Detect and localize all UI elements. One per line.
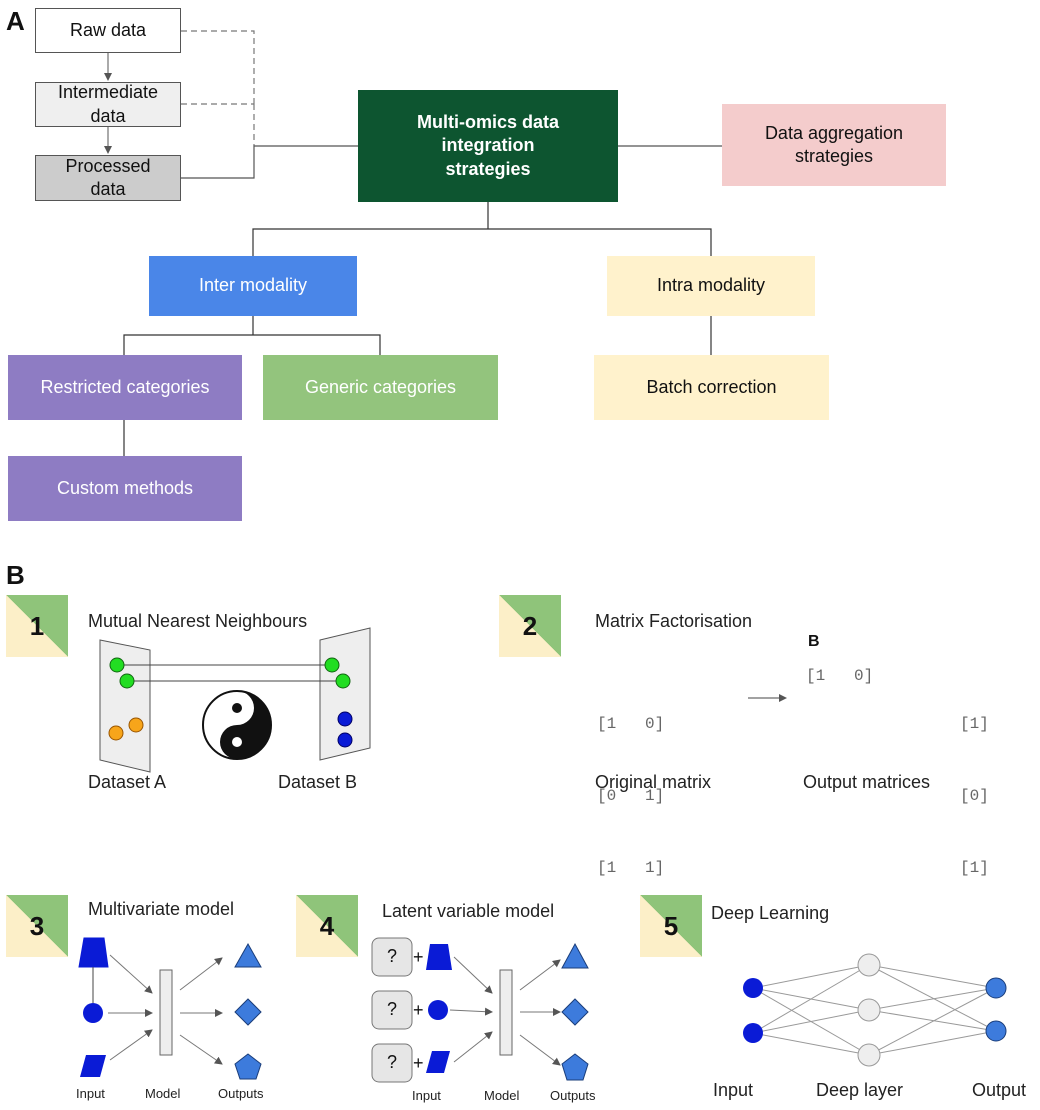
latent-arrow-out-3 [520, 1035, 560, 1065]
green-point-b2 [336, 674, 350, 688]
data-aggregation-box: Data aggregation strategies [722, 104, 946, 186]
method-badge-4 [296, 895, 358, 957]
latent-arrow-in-1 [454, 957, 492, 993]
multivariate-title: Multivariate model [88, 899, 235, 919]
latent-model-bar [500, 970, 512, 1055]
generic-categories-box: Generic categories [263, 355, 498, 420]
arrow-out-1 [180, 958, 222, 990]
central-split-connector [253, 202, 711, 256]
dashed-connector-raw [181, 31, 254, 104]
hidden-node [858, 954, 880, 976]
deep-layer-label: Deep layer [816, 1080, 904, 1100]
outputs-label: Outputs [218, 1086, 264, 1101]
model-label: Model [145, 1086, 181, 1101]
custom-methods-box: Custom methods [8, 456, 242, 521]
latent-output-triangle-icon [562, 944, 588, 968]
panel-a-label: A [6, 6, 25, 36]
latent-variable-label: ? [386, 946, 397, 966]
latent-input-parallelogram-icon [426, 1051, 450, 1073]
method-number: 3 [29, 911, 45, 941]
method-badge-5 [640, 895, 702, 957]
input-label: Input [412, 1088, 441, 1103]
yin-yang-icon [203, 691, 271, 759]
deep-learning-title: Deep Learning [711, 903, 830, 923]
matrix-row: [1] [960, 715, 989, 733]
orange-point-2 [129, 718, 143, 732]
method-badge-3 [6, 895, 68, 957]
model-label: Model [484, 1088, 520, 1103]
latent-title: Latent variable model [382, 901, 555, 921]
latent-input-circle-icon [428, 1000, 448, 1020]
input-trapezoid-icon [79, 938, 108, 967]
input-parallelogram-icon [80, 1055, 106, 1077]
original-matrix-label: Original matrix [595, 772, 712, 792]
output-pentagon-icon [235, 1054, 261, 1079]
central-strategies-box: Multi-omics data integration strategies [358, 90, 618, 202]
plus-sign: + [413, 947, 424, 967]
output-node [986, 978, 1006, 998]
input-node [743, 978, 763, 998]
latent-output-pentagon-icon [562, 1054, 588, 1080]
output-triangle-icon [235, 944, 261, 967]
blue-point-b1 [338, 712, 352, 726]
plus-sign: + [413, 1000, 424, 1020]
model-bar [160, 970, 172, 1055]
panel-b-label: B [6, 560, 25, 590]
method-number: 4 [319, 911, 335, 941]
processed-data-box: Processed data [35, 155, 181, 201]
blue-point-b2 [338, 733, 352, 747]
arrow-in-1 [110, 955, 152, 993]
dataset-a-plane [100, 640, 150, 772]
green-point-a1 [110, 658, 124, 672]
inter-modality-box: Inter modality [149, 256, 357, 316]
matrix-b-label: B [808, 633, 820, 650]
latent-variable-label: ? [386, 999, 397, 1019]
green-point-b1 [325, 658, 339, 672]
arrow-in-3 [110, 1030, 152, 1060]
green-point-a2 [120, 674, 134, 688]
method-number: 2 [522, 611, 538, 641]
arrow-out-3 [180, 1035, 222, 1064]
output-column-matrix [960, 664, 989, 904]
intermediate-data-box: Intermediate data [35, 82, 181, 127]
matrix-b-row: [1 0] [806, 667, 874, 685]
orange-point-1 [109, 726, 123, 740]
hidden-node [858, 999, 880, 1021]
inter-split-connector [124, 316, 380, 355]
method-number: 5 [663, 911, 679, 941]
input-node [743, 1023, 763, 1043]
dataset-b-label: Dataset B [278, 772, 358, 792]
deep-input-label: Input [713, 1080, 754, 1100]
matrix-row: [0 1] [597, 787, 665, 805]
latent-input-trapezoid-icon [426, 944, 452, 970]
intra-modality-box: Intra modality [607, 256, 815, 316]
latent-arrow-in-3 [454, 1032, 492, 1062]
output-diamond-icon [235, 999, 261, 1025]
outputs-label: Outputs [550, 1088, 596, 1103]
mnn-title: Mutual Nearest Neighbours [88, 611, 308, 631]
latent-output-diamond-icon [562, 999, 588, 1025]
latent-variable-label: ? [386, 1052, 397, 1072]
matrix-row: [0] [960, 787, 989, 805]
matrix-row: [1 1] [597, 859, 665, 877]
hidden-node [858, 1044, 880, 1066]
input-circle-icon [83, 1003, 103, 1023]
method-badge-1 [6, 595, 68, 657]
input-label: Input [76, 1086, 105, 1101]
mf-title: Matrix Factorisation [595, 611, 753, 631]
raw-data-box: Raw data [35, 8, 181, 53]
matrix-row: [1] [960, 859, 989, 877]
output-matrices-label: Output matrices [803, 772, 931, 792]
method-number: 1 [29, 611, 45, 641]
batch-correction-box: Batch correction [594, 355, 829, 420]
deep-output-label: Output [972, 1080, 1027, 1100]
restricted-categories-box: Restricted categories [8, 355, 242, 420]
method-badge-2 [499, 595, 561, 657]
output-node [986, 1021, 1006, 1041]
matrix-row: [1 0] [597, 715, 665, 733]
plus-sign: + [413, 1053, 424, 1073]
processed-connector [181, 146, 358, 178]
dataset-a-label: Dataset A [88, 772, 167, 792]
latent-arrow-in-2 [450, 1010, 492, 1012]
latent-arrow-out-1 [520, 960, 560, 990]
